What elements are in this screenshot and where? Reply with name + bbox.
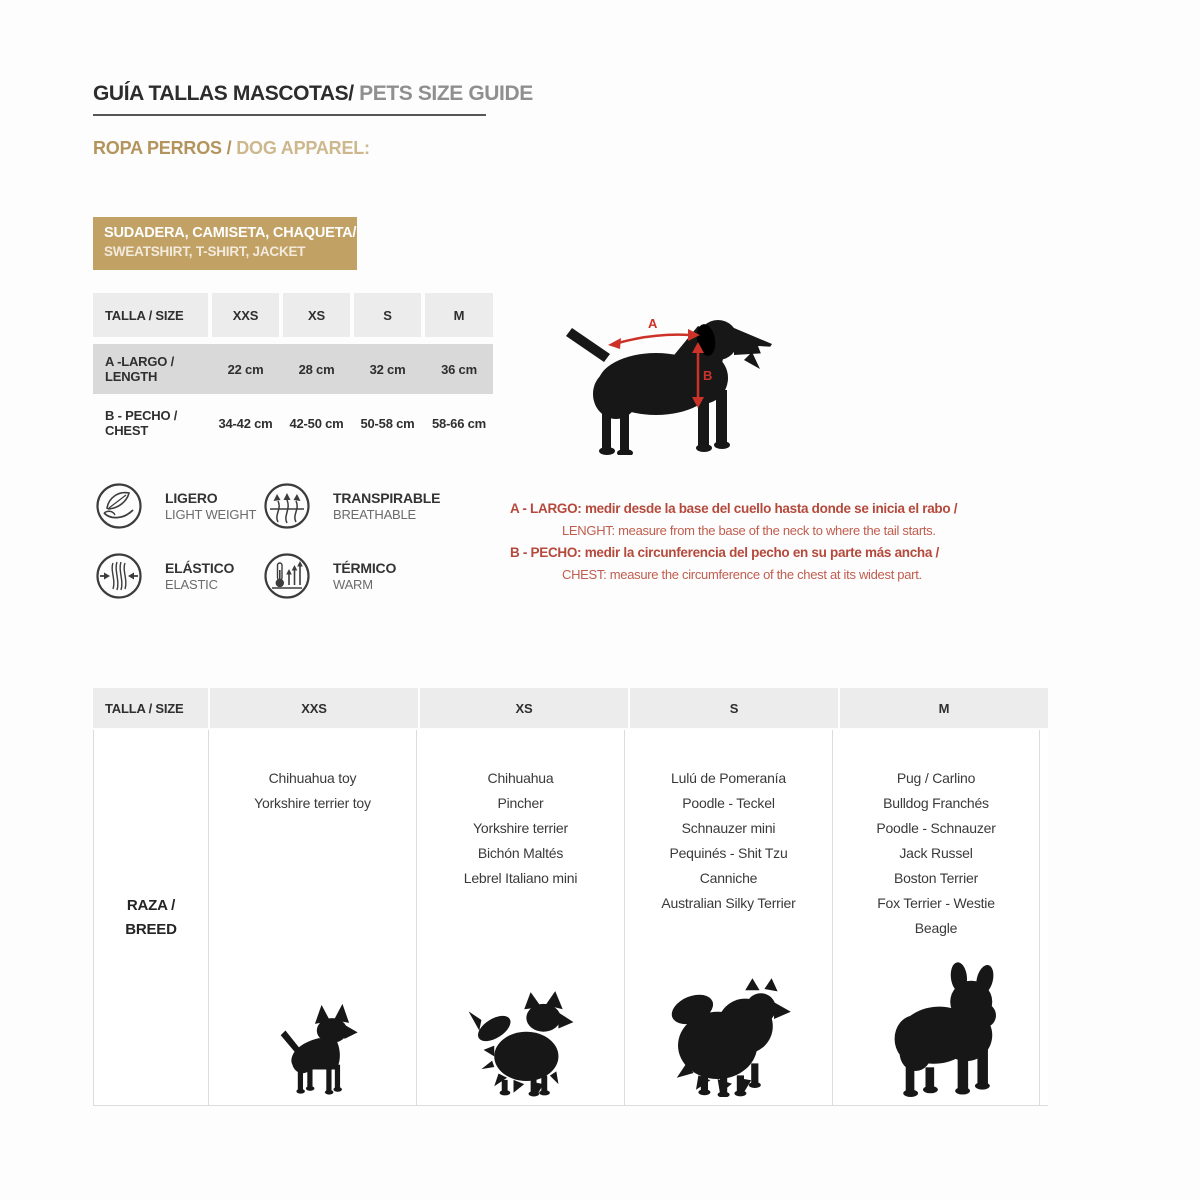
size-table-row-length <box>93 344 493 394</box>
feature-en-label: WARM <box>333 576 373 592</box>
feature-en-label: BREATHABLE <box>333 506 417 522</box>
note-largo-es: A - LARGO: medir desde la base del cuello hasta donde se inicia el rabo / <box>510 501 958 516</box>
page-title-es: GUÍA TALLAS MASCOTAS/ <box>93 82 354 105</box>
breed-item: Pug / Carlino <box>896 770 976 786</box>
row-chest-s: 50-58 cm <box>360 415 415 431</box>
category-line-es: SUDADERA, CAMISETA, CHAQUETA/ <box>104 225 357 241</box>
breed-item: Bulldog Franchés <box>883 795 989 811</box>
page-title-en: PETS SIZE GUIDE <box>353 82 533 105</box>
elastic-icon <box>95 552 143 600</box>
breed-header-s: S <box>630 688 838 728</box>
feather-icon <box>95 482 143 530</box>
thermometer-icon <box>263 552 311 600</box>
breed-item: Schnauzer mini <box>681 820 776 836</box>
size-table-row-chest <box>93 398 493 448</box>
section-title-es: ROPA PERROS / <box>93 138 237 158</box>
measure-diagram <box>552 300 792 455</box>
breed-item: Lulú de Pomeranía <box>671 770 786 786</box>
note-pecho-es: B - PECHO: medir la circunferencia del pecho en su parte más ancha / <box>510 545 939 560</box>
row-length-xs: 28 cm <box>298 361 335 377</box>
category-box <box>93 217 357 270</box>
measure-label-b: B <box>703 368 713 383</box>
breed-item: Bichón Maltés <box>477 845 564 861</box>
breed-column-s <box>624 730 832 1105</box>
breed-table <box>93 688 1048 1106</box>
feature-es-label: LIGERO <box>165 489 218 506</box>
size-table-header <box>93 293 493 337</box>
breed-item: Pequinés - Shit Tzu <box>669 845 788 861</box>
breed-row-label-cell <box>93 730 208 1105</box>
feature-breathable <box>263 482 440 530</box>
row-length-xxs: 22 cm <box>227 361 264 377</box>
size-table-header-m: M <box>425 293 493 337</box>
dog-silhouette-chihuahua <box>265 1002 360 1097</box>
measure-notes <box>510 498 980 586</box>
row-length-m: 36 cm <box>441 361 477 377</box>
row-chest-m: 58-66 cm <box>431 415 487 431</box>
row-chest-xxs: 34-42 cm <box>218 415 273 431</box>
size-table-header-label: TALLA / SIZE <box>93 293 208 337</box>
row-length-s: 32 cm <box>369 361 406 377</box>
note-length-en: LENGHT: measure from the base of the neck to where the tail starts. <box>562 523 936 538</box>
breed-item: Australian Silky Terrier <box>661 895 796 911</box>
size-table-header-s: S <box>354 293 421 337</box>
breed-header-xxs: XXS <box>210 688 418 728</box>
breed-item: Beagle <box>914 920 958 936</box>
row-chest-xs: 42-50 cm <box>289 415 344 431</box>
feature-elastic <box>95 552 234 600</box>
page-title <box>93 82 533 106</box>
size-table-header-xxs: XXS <box>212 293 279 337</box>
title-underline <box>93 114 486 116</box>
breed-header-xs: XS <box>420 688 628 728</box>
breed-item: Poodle - Schnauzer <box>876 820 996 836</box>
breed-item: Poodle - Teckel <box>682 795 775 811</box>
feature-light-weight <box>95 482 256 530</box>
category-line-en: SWEATSHIRT, T-SHIRT, JACKET <box>104 244 306 259</box>
feature-en-label: ELASTIC <box>165 576 218 592</box>
size-table-header-xs: XS <box>283 293 350 337</box>
breed-column-m <box>832 730 1040 1105</box>
breed-column-xs <box>416 730 624 1105</box>
labrador-silhouette-icon <box>552 300 792 455</box>
dog-silhouette-long-haired-chihuahua <box>462 990 580 1097</box>
breed-item: Canniche <box>699 870 758 886</box>
breed-item: Chihuahua toy <box>268 770 357 786</box>
feature-en-label: LIGHT WEIGHT <box>165 506 257 522</box>
breed-item: Fox Terrier - Westie <box>877 895 995 911</box>
size-table <box>93 293 493 448</box>
breed-item: Yorkshire terrier toy <box>254 795 371 811</box>
breed-row-label: RAZA / BREED <box>125 896 177 938</box>
breed-item: Boston Terrier <box>893 870 979 886</box>
feature-es-label: ELÁSTICO <box>165 559 235 576</box>
breed-item: Yorkshire terrier <box>473 820 568 836</box>
breed-list-m <box>833 730 1039 941</box>
breed-column-xxs <box>208 730 416 1105</box>
measure-label-a: A <box>648 316 658 331</box>
row-chest-label: B - PECHO / CHEST <box>105 408 178 438</box>
breed-list-s <box>625 730 832 916</box>
breed-item: Lebrel Italiano mini <box>463 870 578 886</box>
feature-es-label: TÉRMICO <box>333 559 397 576</box>
breed-table-header <box>93 688 1048 728</box>
note-chest-en: CHEST: measure the circumference of the chest at its widest part. <box>562 567 922 582</box>
feature-es-label: TRANSPIRABLE <box>333 489 441 506</box>
breed-list-xxs <box>209 730 416 816</box>
breed-item: Pincher <box>497 795 544 811</box>
section-title-en: DOG APPAREL: <box>236 138 370 158</box>
dog-silhouette-pomeranian <box>660 977 798 1097</box>
feature-thermal <box>263 552 396 600</box>
section-title <box>93 138 370 159</box>
breed-header-m: M <box>840 688 1048 728</box>
breed-item: Chihuahua <box>487 770 554 786</box>
breed-list-xs <box>417 730 624 891</box>
row-length-label: A -LARGO / LENGTH <box>105 354 175 384</box>
breathable-icon <box>263 482 311 530</box>
breed-item: Jack Russel <box>899 845 973 861</box>
breed-table-body <box>93 730 1048 1106</box>
breed-header-label: TALLA / SIZE <box>93 688 208 728</box>
dog-silhouette-french-bulldog <box>863 961 1009 1097</box>
